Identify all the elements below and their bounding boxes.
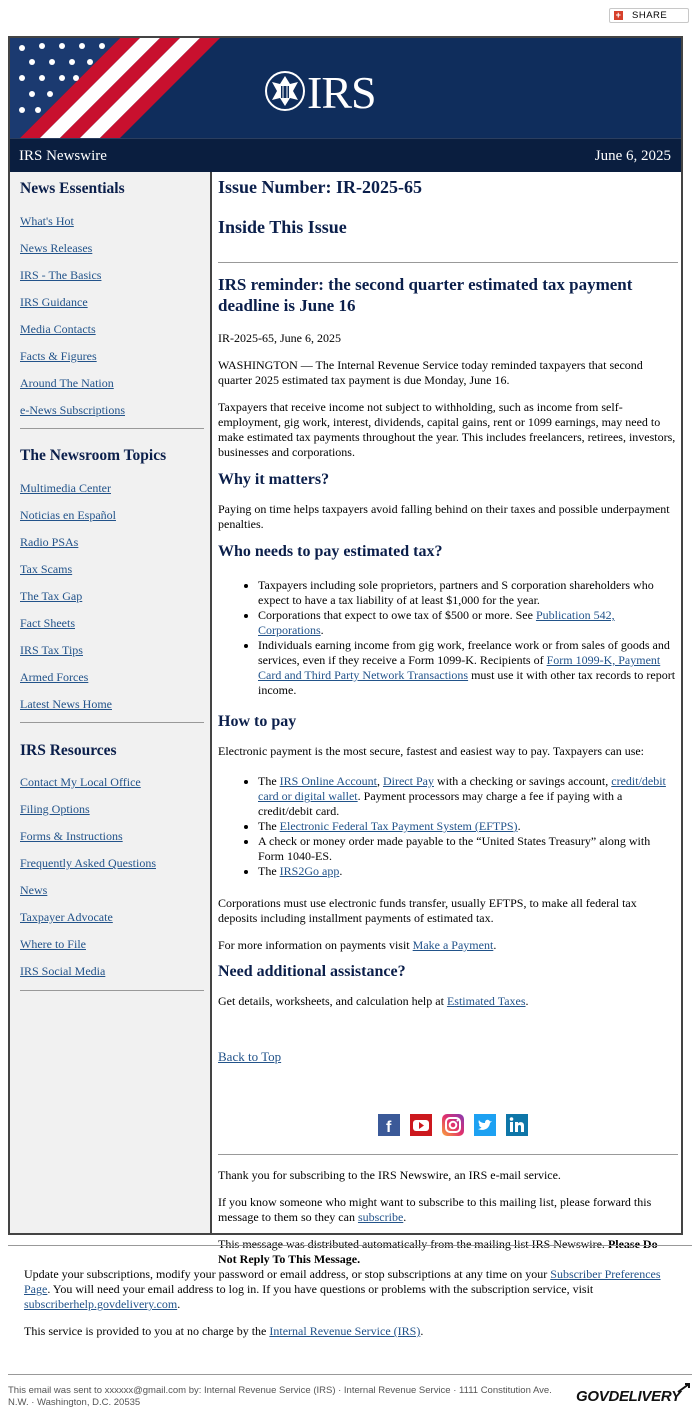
- how-paragraph: Electronic payment is the most secure, fastest and easiest way to pay. Taxpayers can use:: [218, 744, 645, 758]
- issue-number: Issue Number: IR-2025-65: [218, 177, 422, 197]
- main-content: [212, 172, 681, 1266]
- sidebar-link-tax-gap[interactable]: The Tax Gap: [20, 589, 83, 603]
- sidebar-link-facts-figures[interactable]: Facts & Figures: [20, 349, 97, 363]
- instagram-icon[interactable]: [442, 1114, 464, 1136]
- footer-divider: [8, 1374, 692, 1375]
- list-item: • The IRS Online Account, Direct Pay with a checking or savings account, credit/debit card or digital wallet. Payment processors may charge a fee if paying with a credit/debit card.: [258, 774, 678, 819]
- svg-text:f: f: [386, 1119, 392, 1136]
- irs2go-link[interactable]: IRS2Go app: [279, 864, 340, 878]
- sidebar-link-filing-options[interactable]: Filing Options: [20, 802, 90, 816]
- issue-date: June 6, 2025: [594, 148, 671, 164]
- share-label: SHARE: [632, 10, 668, 21]
- irs-logo-text: IRS: [307, 67, 376, 118]
- sidebar-link-social-media[interactable]: IRS Social Media: [20, 964, 106, 978]
- distributed-paragraph: This message was distributed automatically from the mailing list IRS Newswire. Please Do Not Reply To This Message.: [218, 1237, 658, 1266]
- sidebar-link-armed-forces[interactable]: Armed Forces: [20, 670, 89, 684]
- sidebar-link-taxpayer-advocate[interactable]: Taxpayer Advocate: [20, 910, 113, 924]
- list-item: • Corporations that expect to owe tax of $500 or more. See Publication 542, Corporations.: [258, 608, 678, 638]
- direct-pay-link[interactable]: Direct Pay: [382, 774, 434, 788]
- back-to-top-link[interactable]: Back to Top: [218, 1049, 282, 1064]
- corporations-paragraph: Corporations must use electronic funds transfer, usually EFTPS, to make all federal tax deposits including installment payments of estimated tax.: [218, 896, 637, 925]
- sidebar-link-forms-instructions[interactable]: Forms & Instructions: [20, 829, 123, 843]
- linkedin-icon[interactable]: [506, 1114, 528, 1136]
- sidebar-link-local-office[interactable]: Contact My Local Office: [20, 775, 141, 789]
- sidebar-heading-irs-resources: IRS Resources: [20, 742, 117, 759]
- newswire-title: IRS Newswire: [19, 148, 107, 164]
- list-item: • Individuals earning income from gig work, freelance work or from sales of goods and services, even if they receive a Form 1099-K. Recipients of Form 1099-K, Payment Card and Third Party Network Transactions must use it with other tax records to report income.: [258, 638, 678, 698]
- sidebar-link-latest-news[interactable]: Latest News Home: [20, 697, 112, 711]
- sidebar-heading-news-essentials: News Essentials: [20, 180, 125, 197]
- heading-why-it-matters: Why it matters?: [218, 471, 330, 488]
- publication-542-link[interactable]: Publication 542, Corporations: [258, 608, 615, 637]
- sidebar-link-radio-psas[interactable]: Radio PSAs: [20, 535, 79, 549]
- why-paragraph: Paying on time helps taxpayers avoid falling behind on their taxes and possible underpayment penalties.: [218, 502, 670, 531]
- irs-link[interactable]: Internal Revenue Service (IRS): [269, 1324, 421, 1338]
- social-icons: [378, 1114, 535, 1136]
- sidebar-link-fact-sheets[interactable]: Fact Sheets: [20, 616, 75, 630]
- govdelivery-text: GOVDELIVERY: [576, 1388, 681, 1405]
- heading-how-to-pay: How to pay: [218, 713, 297, 730]
- us-flag-graphic: [10, 38, 220, 138]
- share-plus-icon: +: [615, 10, 622, 20]
- sidebar: [10, 172, 212, 1233]
- heading-need-assistance: Need additional assistance?: [218, 963, 406, 980]
- sidebar-link-news[interactable]: News: [20, 883, 48, 897]
- who-list: [218, 578, 678, 698]
- sidebar-heading-newsroom-topics: The Newsroom Topics: [20, 447, 167, 464]
- sidebar-link-whats-hot[interactable]: What's Hot: [20, 214, 74, 228]
- sidebar-divider: [20, 428, 204, 429]
- sidebar-link-tax-tips[interactable]: IRS Tax Tips: [20, 643, 83, 657]
- sidebar-link-where-to-file[interactable]: Where to File: [20, 937, 86, 951]
- newsletter-frame: [8, 36, 683, 1266]
- sidebar-divider: [20, 990, 204, 991]
- subscriber-preferences-link[interactable]: Subscriber Preferences Page: [24, 1267, 661, 1296]
- irs-banner: [10, 38, 681, 138]
- subscriberhelp-link[interactable]: subscriberhelp.govdelivery.com: [24, 1297, 178, 1311]
- sidebar-link-noticias[interactable]: Noticias en Español: [20, 508, 116, 522]
- sidebar-link-enews-subscriptions[interactable]: e-News Subscriptions: [20, 403, 125, 417]
- footer-divider: [8, 1245, 692, 1246]
- article-dateline: IR-2025-65, June 6, 2025: [218, 331, 341, 345]
- share-button[interactable]: [609, 8, 689, 23]
- thanks-paragraph: Thank you for subscribing to the IRS Newswire, an IRS e-mail service.: [218, 1168, 561, 1182]
- how-list: [218, 774, 678, 879]
- make-a-payment-link[interactable]: Make a Payment: [412, 938, 494, 952]
- sidebar-link-media-contacts[interactable]: Media Contacts: [20, 322, 96, 336]
- more-info-paragraph: For more information on payments visit Make a Payment.: [218, 938, 497, 952]
- eftps-link[interactable]: Electronic Federal Tax Payment System (EFTPS): [279, 819, 518, 833]
- irs-online-account-link[interactable]: IRS Online Account: [279, 774, 377, 788]
- forward-paragraph: If you know someone who might want to subscribe to this mailing list, please forward this message to them so they can subscribe.: [218, 1195, 652, 1224]
- list-item: • Taxpayers including sole proprietors, partners and S corporation shareholders who expect to have a tax liability of at least $1,000 for the year.: [258, 578, 678, 608]
- sidebar-link-around-nation[interactable]: Around The Nation: [20, 376, 114, 390]
- newswire-bar: [10, 138, 681, 172]
- subscribe-link[interactable]: subscribe: [357, 1210, 404, 1224]
- sent-to-text: This email was sent to xxxxxx@gmail.com by: Internal Revenue Service (IRS) · Internal Revenue Service · 1111 Constitution Ave. N.W. · Washington, D.C. 20535: [8, 1385, 552, 1408]
- heading-who-needs: Who needs to pay estimated tax?: [218, 543, 443, 560]
- sidebar-link-irs-basics[interactable]: IRS - The Basics: [20, 268, 102, 282]
- sidebar-link-multimedia[interactable]: Multimedia Center: [20, 481, 111, 495]
- service-provided-text: This service is provided to you at no charge by the Internal Revenue Service (IRS).: [24, 1324, 424, 1338]
- list-item: • The IRS2Go app.: [258, 864, 678, 879]
- article-paragraph-1: WASHINGTON — The Internal Revenue Service today reminded taxpayers that second quarter 2025 estimated tax payment is due Monday, June 16.: [218, 358, 643, 387]
- facebook-icon[interactable]: [378, 1114, 400, 1136]
- article-paragraph-2: Taxpayers that receive income not subject to withholding, such as income from self-employment, gig work, interest, dividends, capital gains, rent or 1099 earnings, may need to make estimated tax payments throughout the year. This includes freelancers, retirees, investors, businesses and corporations.: [218, 400, 676, 459]
- content-divider: [218, 262, 678, 263]
- sidebar-link-news-releases[interactable]: News Releases: [20, 241, 93, 255]
- credit-debit-link[interactable]: credit/debit card or digital wallet: [258, 774, 666, 803]
- govdelivery-swoosh-icon: [677, 1382, 691, 1394]
- sidebar-link-tax-scams[interactable]: Tax Scams: [20, 562, 73, 576]
- estimated-taxes-link[interactable]: Estimated Taxes: [446, 994, 526, 1008]
- twitter-icon[interactable]: [474, 1114, 496, 1136]
- content-divider: [218, 1154, 678, 1155]
- form-1099k-link[interactable]: Form 1099-K, Payment Card and Third Party Network Transactions: [258, 653, 661, 682]
- youtube-icon[interactable]: [410, 1114, 432, 1136]
- inside-this-issue: Inside This Issue: [218, 217, 347, 237]
- update-subscriptions-text: Update your subscriptions, modify your password or email address, or stop subscriptions at any time on your Subscriber Preferences Page. You will need your email address to log in. If you have questions or problems with the subscription service, visit subscriberhelp.govdelivery.com.: [24, 1267, 661, 1311]
- sidebar-divider: [20, 722, 204, 723]
- list-item: • A check or money order made payable to the “United States Treasury” along with Form 1040-ES.: [258, 834, 678, 864]
- sidebar-link-irs-guidance[interactable]: IRS Guidance: [20, 295, 88, 309]
- article-headline: IRS reminder: the second quarter estimated tax payment deadline is June 16: [218, 275, 633, 315]
- list-item: • The Electronic Federal Tax Payment System (EFTPS).: [258, 819, 678, 834]
- govdelivery-logo[interactable]: [576, 1388, 681, 1405]
- sidebar-link-faq[interactable]: Frequently Asked Questions: [20, 856, 156, 870]
- assistance-paragraph: Get details, worksheets, and calculation help at Estimated Taxes.: [218, 994, 529, 1008]
- irs-eagle-logo-icon: [264, 70, 306, 112]
